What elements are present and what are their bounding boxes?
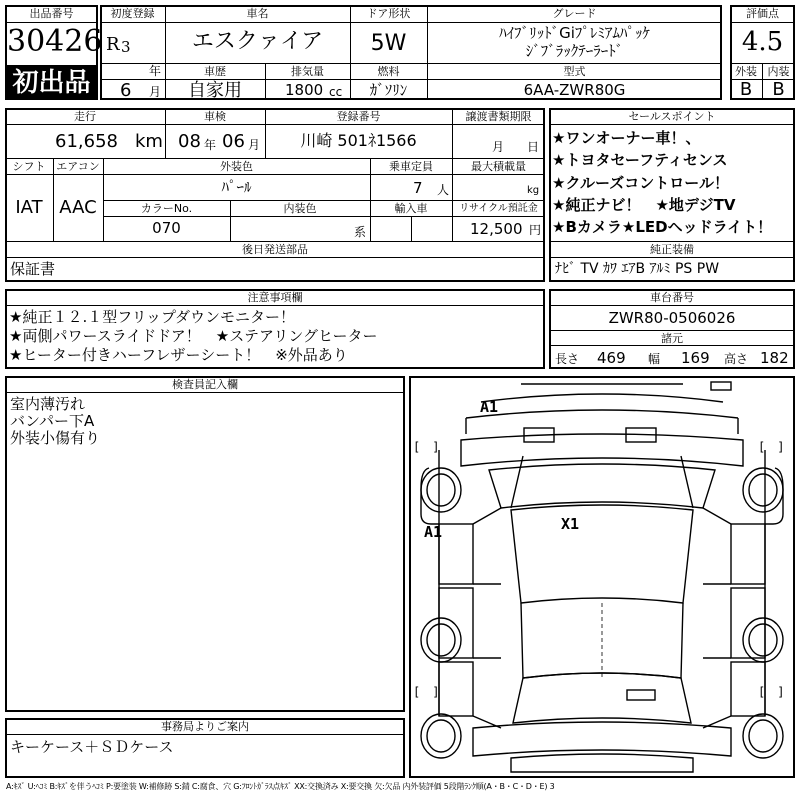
rating-label: 評価点 xyxy=(746,7,779,20)
displacement-label: 排気量 xyxy=(291,65,324,78)
interior-color-label: 内装色 xyxy=(283,202,317,215)
note-line: ★純正１２.１型フリップダウンモニター！ xyxy=(9,308,295,326)
width-value: 169 xyxy=(681,349,710,367)
chassis-label: 車台番号 xyxy=(650,291,694,304)
diagram-bracket: [ ] xyxy=(413,685,440,699)
damage-mark-front: A1 xyxy=(480,398,499,416)
color-no-label: カラーNo. xyxy=(140,202,193,215)
parts-value: 保証書 xyxy=(10,260,56,278)
inspection-year-unit: 年 xyxy=(204,138,217,152)
registration-month-unit: 月 xyxy=(149,85,162,99)
vehicle-name-label: 車名 xyxy=(246,7,269,20)
plate-label: 登録番号 xyxy=(336,110,381,123)
dimensions-label: 諸元 xyxy=(661,332,683,345)
interior-color-unit: 系 xyxy=(354,225,367,239)
selling-point-line: ★ワンオーナー車！、 xyxy=(552,129,701,147)
shift-value: IAT xyxy=(15,197,43,218)
parts-label: 後日発送部品 xyxy=(242,243,308,256)
vehicle-name: エスクァイア xyxy=(191,29,324,54)
inspection-month: 06 xyxy=(222,131,245,152)
office-value: キーケース＋ＳＤケース xyxy=(10,738,174,756)
interior-rating-label: 内装 xyxy=(767,65,790,78)
grade-label: グレード xyxy=(552,7,597,20)
model-value: 6AA-ZWR80G xyxy=(523,81,626,99)
registration-month: 6 xyxy=(120,80,132,101)
equipment-label: 純正装備 xyxy=(650,243,694,256)
transfer-label: 譲渡書類期限 xyxy=(465,110,532,123)
selling-points-label: セールスポイント xyxy=(628,110,716,123)
shift-label: シフト xyxy=(12,160,46,173)
diagram-bracket: [ ] xyxy=(758,685,785,699)
registration-era: R xyxy=(106,34,120,55)
exterior-rating-label: 外装 xyxy=(735,65,757,78)
exterior-color-label: 外装色 xyxy=(220,160,253,173)
mileage-unit: km xyxy=(135,131,163,152)
rating-score: 4.5 xyxy=(741,27,784,57)
exterior-rating: B xyxy=(739,79,753,100)
listing-number: 30426 xyxy=(7,24,103,59)
first-listing-text: 初出品 xyxy=(12,68,91,98)
recycle-value: 12,500 xyxy=(470,220,523,238)
height-value: 182 xyxy=(760,349,789,367)
selling-point-line: ★トヨタセーフティセンス xyxy=(552,151,728,169)
diagram-bracket: [ ] xyxy=(758,440,785,454)
door-type: 5W xyxy=(370,31,407,56)
registration-year: 3 xyxy=(121,38,131,56)
inspector-line: 外装小傷有り xyxy=(10,429,101,447)
grade-line1: ﾊｲﾌﾞﾘｯﾄﾞGiﾌﾟﾚﾐｱﾑﾊﾟｯｹ xyxy=(499,24,650,42)
selling-point-line: ★純正ナビ！ ★地デジTV xyxy=(552,196,736,214)
grade-line2: ｼﾞﾌﾞﾗｯｸﾃｰﾗｰﾄﾞ xyxy=(525,42,624,60)
legend-text: A:ｷｽﾞ U:ﾍｺﾐ B:ｷｽﾞを伴うﾍｺﾐ P:要塗装 W:補修跡 S:錆 C:腐食、穴 G:ﾌﾛﾝﾄｶﾞﾗｽ点ｷｽﾞ XX:交換済み X:要交換 欠:欠品 内外装評価 5段階ﾗﾝｸ順(A・B・C・D・E) 3 xyxy=(6,782,555,791)
aircon-value: AAC xyxy=(59,197,97,218)
displacement-value: 1800 xyxy=(285,81,324,99)
damage-mark-roof: X1 xyxy=(561,515,580,533)
inspector-label: 検査員記入欄 xyxy=(172,378,238,391)
car-diagram xyxy=(411,378,793,776)
registration-year-unit: 年 xyxy=(149,64,162,78)
mileage-value: 61,658 xyxy=(55,131,118,152)
note-line: ★両側パワースライドドア！ ★ステアリングヒーター xyxy=(9,327,378,345)
capacity-value: 7 xyxy=(413,179,423,197)
notes-label: 注意事項欄 xyxy=(247,291,303,304)
door-label: ドア形状 xyxy=(366,7,411,20)
length-label: 長さ xyxy=(555,352,580,366)
mileage-label: 走行 xyxy=(74,110,96,123)
damage-mark-left-side: A1 xyxy=(424,523,443,541)
exterior-color-value: ﾊﾟｰﾙ xyxy=(221,178,252,196)
inspection-label: 車検 xyxy=(204,110,226,123)
listing-number-label: 出品番号 xyxy=(29,7,74,20)
displacement-unit: cc xyxy=(329,85,343,99)
max-load-unit: kg xyxy=(527,185,540,196)
transfer-day-unit: 日 xyxy=(527,140,540,154)
height-label: 高さ xyxy=(724,352,749,366)
capacity-unit: 人 xyxy=(437,183,450,197)
history-value: 自家用 xyxy=(188,80,242,101)
diagram-bracket: [ ] xyxy=(413,440,440,454)
inspection-year: 08 xyxy=(178,131,201,152)
capacity-label: 乗車定員 xyxy=(389,160,433,173)
width-label: 幅 xyxy=(648,352,661,366)
inspection-month-unit: 月 xyxy=(248,138,261,152)
note-line: ★ヒーター付きハーフレザーシート！ ※外品あり xyxy=(9,346,348,364)
aircon-label: エアコン xyxy=(56,160,100,173)
model-label: 型式 xyxy=(563,65,586,78)
length-value: 469 xyxy=(597,349,626,367)
recycle-label: リサイクル預託金 xyxy=(459,203,538,214)
fuel-label: 燃料 xyxy=(377,65,400,78)
selling-point-line: ★クルーズコントロール！ xyxy=(552,174,729,192)
color-no-value: 070 xyxy=(152,219,181,237)
inspector-line: バンパー下A xyxy=(10,412,95,430)
selling-point-line: ★Bカメラ★LEDヘッドライト！ xyxy=(552,218,773,236)
chassis-value: ZWR80-0506026 xyxy=(608,309,736,327)
fuel-value: ｶﾞｿﾘﾝ xyxy=(369,81,408,99)
office-label: 事務局よりご案内 xyxy=(161,720,249,733)
history-label: 車歴 xyxy=(204,65,226,78)
interior-rating: B xyxy=(772,79,785,100)
registration-label: 初度登録 xyxy=(110,7,155,20)
import-label: 輸入車 xyxy=(394,202,428,215)
max-load-label: 最大積載量 xyxy=(471,160,526,173)
equipment-value: ﾅﾋﾞ TV ｶﾜ ｴｱB ｱﾙﾐ PS PW xyxy=(555,261,720,277)
recycle-unit: 円 xyxy=(529,223,542,237)
transfer-month-unit: 月 xyxy=(492,140,505,154)
inspector-line: 室内薄汚れ xyxy=(10,395,86,413)
plate-value: 川崎 501ﾈ1566 xyxy=(300,131,417,150)
